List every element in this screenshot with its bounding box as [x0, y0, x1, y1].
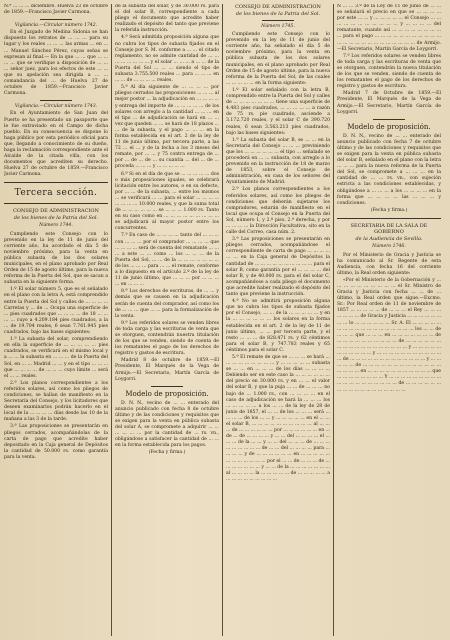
paragraph: Ñ.ª ... ... ... diciembre. Huelva 23 de octubre de 1859.—Francisco Javier Carmona.: [4, 4, 108, 16]
section-heading: Tercera sección.: [14, 188, 98, 199]
paragraph: 8.ª Los derechos de escrituras, de ... ... y demás que se causen en la adjudicación serán de cuenta del comprador, así como los de ... ... ... que ... ... para la formalización de la venta.: [115, 289, 219, 319]
paragraph: En el Juzgado de Medina Sidonia se han dispuesto los retratos de ... ... ... para su lugar y los reales ... ... ... las armas ... en ... ... Manuel Sánchez Pérez, cuyas señas se expresan al final.— En la que ... ... que ... ... ... ... que se verifique a disposición de ... ... ... señor juez, para los efectos de este ... ... que su apelación sea dirigida a ... ... comandancia del ... de Huelva 27 de octubre de 1859.—Francisco Javier Carmona.: [4, 30, 108, 97]
paragraph: 1.º El solar señalado con la letra B, comprendido entre la Puerta del Sol y calles de ... ... ... ... ... ... ... tiene una superficie de 4.483 pies cuadrados, ... ... ... ... ... a razón de 75 rs. pie cuadrado, asciende a 3.172.720 reales, y el solar C de 390.720 reales, 6 sean 3.563.213 pies cuadrados, bajo las bases siguientes:: [226, 87, 330, 136]
paragraph: 2.ª Los planos correspondientes a los referidos solares, así como los pliegos de condiciones, se hallan de manifiesto en la Secretaría del Consejo, y los licitadores que deseen examinarlos podrán hacerlo en el local de la ... ... ... ... días desde las 10 de la mañana a las 3 de la tarde.: [4, 380, 108, 423]
paragraph: 7.ª Los referidos solares se venden libres de toda carga y las escrituras de venta que se otorguen, contendrán la nueva titulación de los que se venden, siendo de cuenta de los rematantes el pago de los derechos de registro y gastos de escritura.: [337, 53, 441, 90]
notice-number: Número 1745.: [261, 24, 295, 29]
paragraph: Cumpliendo este Consejo con lo prevenido en la ley de 11 de junio del corriente año, ha señalado el día 5 de noviembre próximo, para la venta en pública subasta de los dos solares municipales, en el plano aprobado por Real Orden de 15 de agosto último, para la nueva reforma de la Puerta del Sol, de las cuales ... ... ... ... ... en la forma siguiente:: [226, 32, 330, 86]
paragraph: 1.ª La subasta del solar, comprendiendo en ella la superficie de ... ... ... ... ... pies cuadrados, se verificará en el mismo local y a ... ... la subasta en ... ... ... de la Puerta del Sol, en ... ... Madrid ... ... y en el tipo ... ... ... que ... ... ... ... de ... ... ... cuyo límite ... será el ... ... reales.: [4, 337, 108, 379]
paragraph: D. N. N., vecino de ... ... enterado del anuncio publicado con fecha 8 de octubre último y de las condiciones y requisitos que se exigen para la venta en pública subasta del solar A, se compromete a adquirir ... ... ... ... ... ... por la cantidad de ... rs. vn., obligándose a satisfacer la cantidad de ... ... en la forma establecida para los pagos.: [115, 400, 219, 449]
column-4: [337, 4, 441, 636]
paragraph: 1.ª La subasta del solar B, se ... ... en la Secretaría del Consejo ... ... ... previniendo que los ... ... ... ... ... ... el tipo ... señalado se procederá en ... ... subasta, con arreglo a lo prevenido en la instrucción de 18 de marzo de 1853, sobre el Consejo de administración, en casa de los señores del Ayuntamiento de Madrid.: [226, 137, 330, 186]
divider: [151, 386, 182, 387]
circular-title: Vigilancia.—Circular número 1743.: [14, 104, 98, 110]
column-2: [115, 4, 219, 636]
column-3: [226, 4, 330, 636]
circular-title: Vigilancia.—Circular número 1742.: [14, 23, 98, 29]
section-divider: [4, 203, 108, 204]
column-rule: [222, 4, 223, 636]
paragraph: 6.ª Si en el día de que se ... ... ... ... ... dos o más proposiciones iguales, se celebrará licitación entre los autores, o en su defecto, por ... ... de la subasta, ... entre los mismos ... se verificará ... ... para el solar ... ... ... ... ... ... ... ... 10.000 reales, y que la suma total de ... ... ... ... ... ... se ... ... ... 1.000 rs. Tanto en su caso como en ... ... ... ... ... ... ... ... ... se adjudicará al mayor postor entre los concurrentes.: [115, 171, 219, 232]
paragraph: Cumpliendo este Consejo con lo prevenido en la ley de 11 de junio del corriente año, ha acordado el día 5 de noviembre próximo, para la venta en pública subasta de los dos solares municipales, en el plano aprobado por Real Orden de 15 de agosto último, para la nueva reforma de la Puerta del Sol, que se sacan a subasta en la siguiente forma.: [4, 231, 108, 286]
divider: [262, 20, 293, 21]
signature-line: Madrid 7 de Octubre de 1859.—El Presidente, El Marqués de la Vega de Armijo.—El Secretario, Martín García de Loygorri.: [337, 91, 441, 115]
paragraph: «Por el Ministerio de la Gobernación y ... ... ... ... ... ... ... ... ... ... el Sr. Ministro de Gracia y Justicia con fecha ... ... de ... último, la Real orden que sigue.—Excmo. Sr.: Por Real orden de 11 de noviembre de 1857 ... ... ... ... ... de ... ... ... el Rey ... ... ... ... ... ... ... de Gracia y Justicia ... ... ... ... ... ... ... ... lo ... ... ... ... ... ... Sr. A. El ... ... ... ... ... ... ... ... ... ... ... ... ... ... ... ... ... ... los ... ... de ... ... ... que ... ... ... en ... ... ... ... ... ... ... de ... ... ... ... ... ... ... ... ... ... de ... ... ... ... ... ... ... ... ... ... ... ... ... ... ... ... ... ... y ... ... ... ... ... ... ... ... ... ... ... y ... ... ... ... ... ... ... ... ... ... ... ... de ... ... ... ... ... ... ... ... ... ... ... ... ... y ... ... ... ... ... de ... ... ... ... ... ... ... ... ... ... ... ... ... ... ... ... ... en ... ... ... ... ... ... ... ... ... ... ... que ... ... ... ... ... ... ... ... Y ... ... ... ... ... ... ... ... ... ... ... ... ... ... ... ... ... ... ... de ... ... ... ... ... ... ... ... ... ... ... ... ... ... ... ... ... ...: [337, 277, 441, 393]
model-title: Modelo de proposición.: [125, 389, 209, 398]
paragraph: Ñ ... ... 3.º de la Ley de 11 de junio de ... ... se señalará el precio en que se ... ... ... ... por este ... ... y ... ... ... ... ... el Consejo ... ... ... ... ... ... ... ... ... ... ... y ... ... ... ... del rematante, cuando así ... ... ... ... ... ... ... ... ... para el pago ... ... ... ... ... ... ... ... ... ... ... ... ... ... ... ... ... ... ... ... ... ... ... ... de Armijo.—El Secretario, Martín García de Loygorri.: [337, 4, 441, 52]
paragraph: 5.ª El remate de que se ... ... ... se hará ... ... ... ... ... ... ... ... ... y ... ... ... ... ... subasta se ... ... en ... ... ... de los días ... ... ... ... Debiendo ser en este caso la ... ... ... ... ... ... del precio en 30.000 rs. y en ... ... el valor del solar B, y que la puja ... ... de ... ... ... no bajo de ... 1.000 rs., con ... ... ... ... en el caso de adjudicación se hará la ... ... ... los ... ... ... ... ... a los ... ... de la ley de 28 de junio de 1857, el ... ... de los ... ... ... será ... ... ... ... de los ... ... y ... ... ... ... ... en el ... ... el solar B, ... ... ... ... ... ... ... ... ... ... al ... ... ... de ... ... ... ... ... ... por ... ... ... ... ... ... en ... de ... de ... ... ... ... y ... ... del ... ... ... ... el ... ... ... de la ... ... y ... ... del ... ... ... de ... ... ... ... ... ... ... ... ... de ... ... del ... ... ... ... para ... ... ... ... y de ... ... ... ... ... ... en ... ... ... ... ... ... ... ... ... ... ... ... por el ... ... de ... ... ... de ... ... ... ... ... ... ... y ... ... de la ... ... ... ... ... ... ... al ... ... ... ... la ... ... ... ... ... de ... ... ... ... ... a ... ... ... ... ... ... ... ... ...: [226, 354, 330, 482]
notice-number: Número 1746.: [372, 244, 406, 250]
divider: [373, 119, 404, 120]
notice-number: Número 1744.: [39, 223, 73, 229]
paragraph: 3.ª Las proposiciones se presentarán en pliegos cerrados, acompañándolas de la carta de pago que acredite haber depositado en la Caja general de Depósitos la cantidad de 50.000 rs. como garantía para la venta.: [4, 424, 108, 460]
paragraph: 7.ª En caso de ... ... ... ... tanto del ... ... ... con ... ... ... por el comprador ... ... ... ... que ... ... ... ... será de cuenta del rematante ... ... ... a este ... ... como ... los ... ... ... de la Puerta del Sol, ... ... de la ... ... ... ... ... ... ... de los ... ... ... para ... ... el remate, conforme a lo dispuesto en el artículo 2.º de la ley de 11 de junio último, que ... ... ... por ... ... ... ... en ... ... ...: [115, 233, 219, 288]
secretariat-heading: SECRETARIA DE LA SALA DE GOBIERNO: [350, 222, 428, 236]
paragraph: 4.ª No se admitirá proposición alguna que no cubra los tipos de subasta fijados por el Consejo, ... ... de la ... ... ... ... ... y en la ... ... ... ... ... ... los solares en la forma establecida en el art. 2 de la ley de 11 de junio último, ... ... por tercera parte, y el resto ... ... ... de 828.471 rs. y 62 céntimos para el solar B, y 747.783 reales y 65 céntimos para el solar C.: [226, 299, 330, 353]
council-heading: CONSEJO DE ADMINISTRACION: [235, 4, 321, 10]
divider: [40, 100, 71, 101]
council-heading: CONSEJO DE ADMINISTRACION: [13, 208, 99, 215]
secretariat-subheading: de la Audiencia de Sevilla.: [355, 235, 423, 242]
section-divider: [4, 182, 108, 183]
date-signature: (Fecha y firma.): [370, 207, 408, 213]
divider: [40, 19, 71, 20]
paragraph: 3.ª Las proposiciones se presentarán en pliegos cerrados, acompañándose el correspondiente de carta de pago ... ... ... ... ... ... en la Caja general de Depósitos la cantidad de ... ... ... ... ... ... ... ... ... ... para el solar B, como garantía por el ... ... ... ... del solar B, y de 40.000 rs. para el del solar C, acompañándose a cada pliego el documento que acredite haber realizado el depósito del tanto que previene la instrucción.: [226, 237, 330, 298]
paragraph: 5.ª Al día siguiente de ... ... ... ... por pliegos cerrados las proposiciones ... ... ... al mejor postor ... la adjudicación en ... ... ... ... y entrega del importe de ... ... ... ... ... de los solares con arreglo a la cantidad ... ... ... en el tipo ... de adjudicación se hará en ... ... vez que queden ... ... se hará de 18 plazos ... ... de la subasta, y el pago ... ... ... en la forma establecida en el art. 2 de la ley de 11 de junio último, por tercera parte, a las 72 ... el ... y de la fecha a los 3 meses del remate, por ... ... y 75 contra entrega de ... por ... de ... de ... su cuantía ... del ... de ... proceda ... ... ... y ... ... ... ... ...: [115, 85, 219, 170]
model-title: Modelo de proposición.: [347, 122, 431, 131]
paragraph: En el Ayuntamiento de San Juan del Puerto se ha presentado un pasaporte que le fue extraviado en el Campo de dicha pueblo. En su consecuencia se dispone lo haga público por esta periódico oficial para que, llegando a conocimiento de su dueño, haga la reclamación correspondiente ante el Alcalde de la citada villa, con los documentos que acrediten su derecho. Huelva 27 de octubre de 1859.—Francisco Javier Carmona.: [4, 111, 108, 178]
date-signature: (Fecha y firma.): [148, 450, 186, 456]
column-rule: [111, 4, 112, 636]
paragraph: 9.ª Los referidos solares se venden libres de toda carga y las escrituras de venta que se otorguen, contendrán nuestra titulación de los que se venden, siendo de cuenta de los rematantes el pago de los derechos de registro y gastos de escritura.: [115, 320, 219, 357]
paragraph: 4.ª Será admitida proposición alguna que no cubra los tipos de subasta fijados en el Consejo por S. M. conforme a ... ... el citado reglamento, no se admite cantidad de ... ... ... ... ... ... ... ... y el solar ... ... ... a ... ... de la Puerta del Sol ... ... ... siendo el tipo de subasta 3.755.500 reales ... para ... ... ... en ... ... de ... ... ... ... reales.: [115, 35, 219, 84]
column-rule: [333, 4, 334, 636]
council-subheading: de los bienes de la Patria del Sol.: [13, 214, 99, 221]
section-divider: [337, 218, 441, 219]
council-subheading: de los bienes de la Patria del Sol.: [235, 10, 321, 17]
paragraph: Por el Ministerio de Gracia y Justicia se ha comunicado al Sr. Regente de esta Audiencia, con fecha 16 del corriente último, la Real orden siguiente:: [337, 252, 441, 276]
signature-line: Madrid 8 de octubre de 1859.—El Presidente, El Marqués de la Vega de Armijo.—El Secretario, Martín García de Loygorri.: [115, 358, 219, 382]
paragraph: 1.º El solar número 5, que es el señalado en el plano con la letra A, está comprendido entre la Puerta del Sol y calles de ... ... ... ... Carretas y ... de ... Ocupa una superficie de ... pies cuadrados que ... ... ... ... de 18 ... ... ... ... cuyo a 4.209.184 pies cuadrados, a la ... de 19.704 reales, 6 sean 7.761.945 pies cuadrados, bajo las bases siguientes:: [4, 287, 108, 336]
paragraph: D. N. N., vecino de ... ... enterado del anuncio publicado con fecha 7 de octubre último y de las condiciones y requisitos que se exigen para la venta en pública subasta del solar B, señalado en el plano con la letra ... ... ... para la nueva reforma de la Puerta del Sol, se compromete a ... ... ... en la cantidad de ... ... rs. vn., con sujeción estricta a las condiciones establecidas, y obligándose a ... ... ... a los ... ... ... ... en la forma que ... ... ... ... las ... ... ... y condiciones.: [337, 133, 441, 206]
paragraph: de la subasta del solar, y de 30.000 rs. para el del solar B, correspondiente a cada pliego el documento que acredite haber realizado el depósito del tanto que previene la referida instrucción.: [115, 4, 219, 34]
paragraph: 2.ª Los planos correspondientes a los referidos solares, así como los pliegos de condiciones que deberán sujetarse los compradores, estarán de manifiesto en el local que ocupa el Consejo en la Puerta del Sol, número 1, y 2.º piso, 2.ª derecha, y por ... ... ... ... la Dirección Facultativa, sito en la calle del Correo, casa núm. 2.: [226, 187, 330, 236]
column-1: [4, 4, 108, 636]
